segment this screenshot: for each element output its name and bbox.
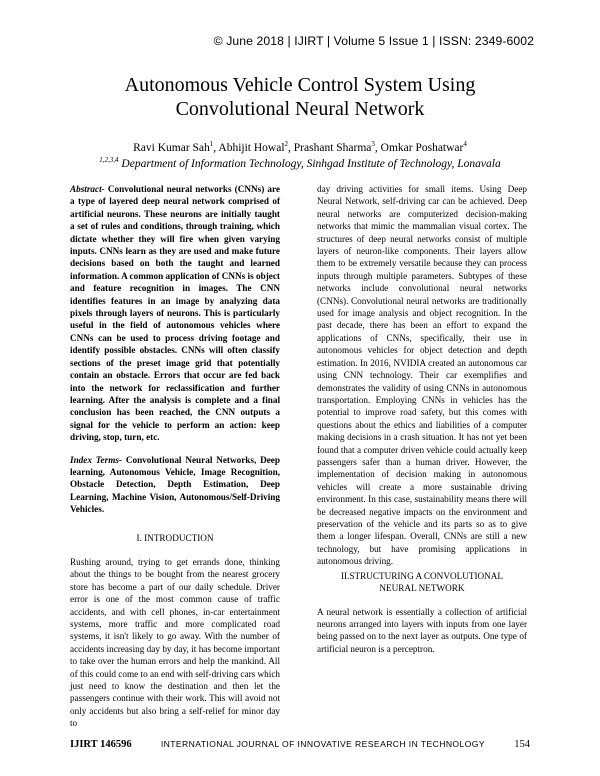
author-name: Abhijit Howal (218, 141, 285, 154)
section-heading-line-1: II.STRUCTURING A CONVOLUTIONAL (340, 570, 504, 581)
affiliation-sup: 1,2,3,4 (99, 156, 119, 164)
index-terms (70, 454, 280, 516)
affiliation-text: Department of Information Technology, Sinhgad Institute of Technology, Lonavala (121, 157, 501, 170)
footer-journal-name: INTERNATIONAL JOURNAL OF INNOVATIVE RESEARCH IN TECHNOLOGY (160, 739, 485, 749)
right-column (317, 183, 527, 655)
abstract-text: Convolutional neural networks (CNNs) are a type of layered deep neural network comprised of artificial neurons. These neurons are initially taught a set of rules and conditions, through training, which dictate whether they will fire when given varying inputs. CNNs learn as they are used and make future decisions based on both the taught and learned information. A common application of CNNs is object and feature recognition in images. The CNN identifies features in an image by analyzing data pixels through layers of neurons. This is particularly useful in the field of autonomous vehicles where CNNs can be used to process driving footage and identify possible obstacles. CNNs will often classify sections of the preset image grid that potentially contain an obstacle. Errors that occur are fed back into the network for reclassification and further learning. After the analysis is complete and a final conclusion has been reached, the CNN outputs a signal for the vehicle to perform an action: keep driving, stop, turn, etc. (70, 184, 280, 443)
index-terms-text: Convolutional Neural Networks, Deep learning, Autonomous Vehicle, Image Recognition, Obstacle Detection, Depth Estimation, Deep Learning, Machine Vision, Autonomous/Self-Driving Vehicles. (70, 454, 280, 515)
structuring-paragraph: A neural network is essentially a collection of artificial neurons arranged into layers with inputs from one layer being passed on to the next layer as outputs. One type of artificial neuron is a perceptron. (317, 606, 527, 654)
abstract-label: Abstract- (70, 184, 105, 194)
footer-paper-id: IJIRT 146596 (70, 739, 132, 750)
page-number: 154 (514, 739, 530, 750)
affiliation (0, 156, 600, 170)
author-sup: 4 (463, 140, 467, 148)
title-line-1: Autonomous Vehicle Control System Using (124, 74, 476, 96)
author-name: Ravi Kumar Sah (133, 141, 210, 154)
page-footer (70, 739, 530, 750)
left-column (70, 183, 280, 730)
title-line-2: Convolutional Neural Network (175, 98, 425, 120)
author-sup: 2 (284, 140, 289, 148)
abstract (70, 183, 280, 444)
author-list: Ravi Kumar Sah$^1$, Abhijit Howal$^2$, Prashant Sharma$^3$, Omkar Poshatwar$^4$ (133, 140, 467, 154)
index-terms-label: Index Terms- (70, 454, 122, 465)
section-heading-structuring (317, 570, 527, 594)
author-name: Prashant Sharma (293, 141, 372, 154)
author-sup: 1 (209, 140, 214, 148)
author-sup: 3 (371, 140, 375, 148)
paper-title (0, 73, 600, 121)
section-heading-introduction: I. INTRODUCTION (136, 532, 214, 543)
introduction-continued-paragraph: day driving activities for small items. Using Deep Neural Network, self-driving car can be achieved. Deep neural networks are computerized decision-making networks that mimic the mammalian visual cortex. The structures of deep neural networks consist of multiple layers of neuron-like components. Their layers allow them to be extremely versatile because they can process inputs through multiple parameters. Subtypes of these networks include convolutional neural networks (CNNs). Convolutional neural networks are traditionally used for image analysis and object recognition. In the past decade, there has been an effort to expand the applications of CNNs, specifically, their use in autonomous vehicles for object detection and depth estimation. In 2016, NVIDIA created an autonomous car using CNN technology. Their car exemplifies and demonstrates the validity of using CNNs in autonomous transportation. Employing CNNs in vehicles has the potential to improve road safety, but this comes with questions about the ethics and liabilities of a computer making decisions in a crash situation. It has not yet been found that a computer driven vehicle could actually keep passengers safer than a human driver. However, the implementation of decision making in autonomous vehicles will create a more sustainable driving environment. In this case, sustainability means there will be decreased negative impacts on the environment and preservation of the vehicle and its parts so as to give them a longer lifespan. Overall, CNNs are still a new technology, but have promising applications in autonomous driving. (317, 184, 527, 567)
introduction-paragraph: Rushing around, trying to get errands done, thinking about the things to be bought from the nearest grocery store has become a part of our daily schedule. Driver error is one of the most common cause of traffic accidents, and with cell phones, in-car entertainment systems, more traffic and more complicated road systems, it isn't likely to go away. With the number of accidents increasing day by day, it has become important to take over the human errors and help the mankind. All of this could come to an end with self-driving cars which just need to know the destination and then let the passengers continue with their work. This will avoid not only accidents but also bring a self-relief for minor day to (70, 556, 280, 729)
author-name: Omkar Poshatwar (380, 141, 464, 154)
section-heading-line-2: NEURAL NETWORK (379, 582, 465, 593)
journal-header: © June 2018 | IJIRT | Volume 5 Issue 1 | ISSN: 2349-6002 (213, 34, 534, 48)
